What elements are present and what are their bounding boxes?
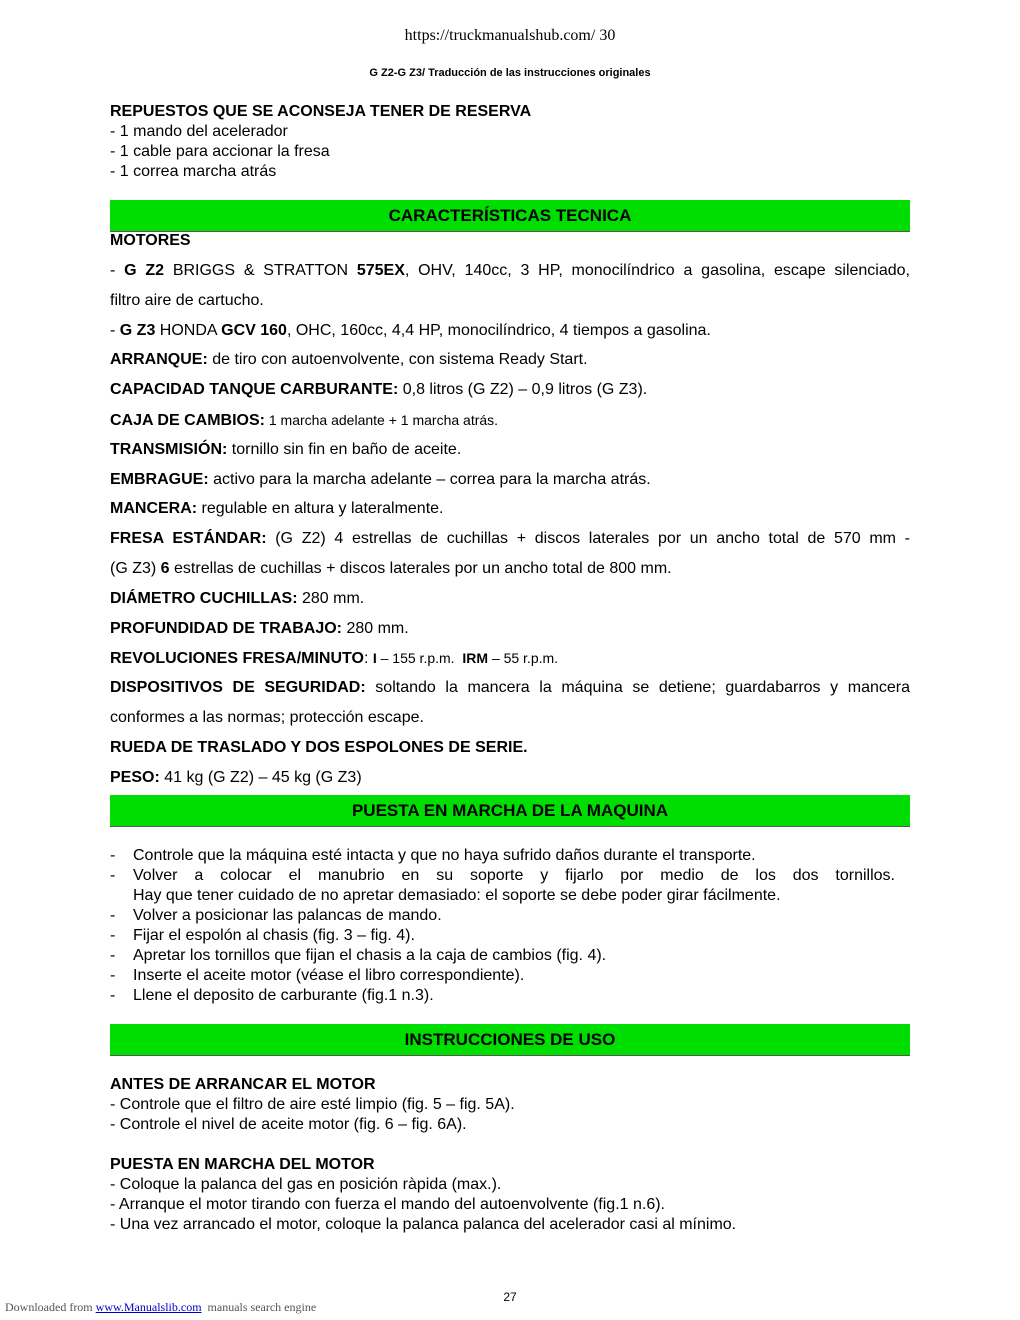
list-item: - Arranque el motor tirando con fuerza el mando del autoenvolvente (fig.1 n.6). — [110, 1196, 665, 1213]
list-item: - Coloque la palanca del gas en posición ràpida (max.). — [110, 1176, 502, 1193]
startup-list — [110, 846, 895, 1006]
footer-suffix: manuals search engine — [201, 1300, 317, 1314]
usage-start-section — [110, 1155, 910, 1235]
spec-fresa-cont: (G Z3) 6 estrellas de cuchillas + discos laterales por un ancho total de 800 mm. — [110, 559, 672, 577]
spares-title: REPUESTOS QUE SE ACONSEJA TENER DE RESERVA — [110, 103, 532, 120]
list-item: - Volver a colocar el manubrio en su soporte y fijarlo por medio de los dos tornillos. Hay que tener cuidado de no apretar demasiado: el soporte se debe poder girar fácilmente. — [110, 867, 895, 904]
list-item: - Una vez arrancado el motor, coloque la palanca palanca del acelerador casi al mínimo. — [110, 1216, 737, 1233]
spec-rueda: RUEDA DE TRASLADO Y DOS ESPOLONES DE SERIE. — [110, 738, 528, 756]
list-item: - Apretar los tornillos que fijan el chasis a la caja de cambios (fig. 4). — [110, 947, 607, 964]
list-item: - Volver a posicionar las palancas de mando. — [110, 907, 442, 924]
usage-heading: INSTRUCCIONES DE USO — [110, 1024, 910, 1056]
spec-tanque: CAPACIDAD TANQUE CARBURANTE: 0,8 litros (G Z2) – 0,9 litros (G Z3). — [110, 381, 648, 399]
usage-before-section — [110, 1075, 910, 1135]
specs-heading: CARACTERÍSTICAS TECNICA — [110, 200, 910, 232]
spec-mancera: MANCERA: regulable en altura y lateralmente. — [110, 500, 444, 518]
spares-item: - 1 cable para accionar la fresa — [110, 143, 330, 160]
list-item: - Controle el nivel de aceite motor (fig. 6 – fig. 6A). — [110, 1116, 467, 1133]
motores-label: MOTORES — [110, 232, 191, 249]
list-item: - Inserte el aceite motor (véase el libro correspondiente). — [110, 967, 525, 984]
spec-seguridad: DISPOSITIVOS DE SEGURIDAD: soltando la mancera la máquina se detiene; guardabarros y mancera — [110, 679, 910, 697]
list-item: - Llene el deposito de carburante (fig.1 n.3). — [110, 987, 434, 1004]
spares-section — [110, 102, 910, 182]
footer-link[interactable]: www.Manualslib.com — [95, 1300, 202, 1314]
spec-gz2-cont: filtro aire de cartucho. — [110, 291, 264, 309]
list-item: - Controle que la máquina esté intacta y que no haya sufrido daños durante el transporte. — [110, 847, 756, 864]
usage-before-title: ANTES DE ARRANCAR EL MOTOR — [110, 1076, 376, 1093]
spec-peso: PESO: 41 kg (G Z2) – 45 kg (G Z3) — [110, 768, 362, 786]
spec-diametro: DIÁMETRO CUCHILLAS: 280 mm. — [110, 589, 365, 607]
footer-prefix: Downloaded from — [5, 1300, 96, 1314]
footer — [5, 1300, 316, 1315]
spec-profundidad: PROFUNDIDAD DE TRABAJO: 280 mm. — [110, 619, 409, 637]
spec-arranque: ARRANQUE: de tiro con autoenvolvente, con sistema Ready Start. — [110, 351, 588, 369]
startup-heading: PUESTA EN MARCHA DE LA MAQUINA — [110, 795, 910, 827]
spares-item: - 1 correa marcha atrás — [110, 163, 277, 180]
usage-start-title: PUESTA EN MARCHA DEL MOTOR — [110, 1156, 375, 1173]
spec-transmision: TRANSMISIÓN: tornillo sin fin en baño de aceite. — [110, 440, 462, 458]
spec-revoluciones: REVOLUCIONES FRESA/MINUTO: I – 155 r.p.m. IRM – 55 r.p.m. — [110, 650, 559, 668]
page-number: 27 — [503, 1290, 517, 1304]
header-url: https://truckmanualshub.com/ 30 — [404, 27, 616, 44]
list-item: - Controle que el filtro de aire esté limpio (fig. 5 – fig. 5A). — [110, 1096, 515, 1113]
specs-section — [110, 230, 910, 792]
spec-seguridad-cont: conformes a las normas; protección escape. — [110, 708, 424, 726]
spec-embrague: EMBRAGUE: activo para la marcha adelante – correa para la marcha atrás. — [110, 470, 651, 488]
spec-fresa: FRESA ESTÁNDAR: (G Z2) 4 estrellas de cuchillas + discos laterales por un ancho total de 570 mm - — [110, 530, 911, 548]
spec-caja: CAJA DE CAMBIOS: 1 marcha adelante + 1 marcha atrás. — [110, 411, 499, 429]
document-subtitle: G Z2-G Z3/ Traducción de las instrucciones originales — [369, 67, 651, 79]
spares-item: - 1 mando del acelerador — [110, 123, 288, 140]
list-item: - Fijar el espolón al chasis (fig. 3 – fig. 4). — [110, 927, 415, 944]
spec-gz3: - G Z3 HONDA GCV 160, OHC, 160cc, 4,4 HP, monocilíndrico, 4 tiempos a gasolina. — [110, 321, 711, 339]
spec-gz2: - G Z2 BRIGGS & STRATTON 575EX, OHV, 140cc, 3 HP, monocilíndrico a gasolina, escape silenciado, — [110, 262, 910, 279]
